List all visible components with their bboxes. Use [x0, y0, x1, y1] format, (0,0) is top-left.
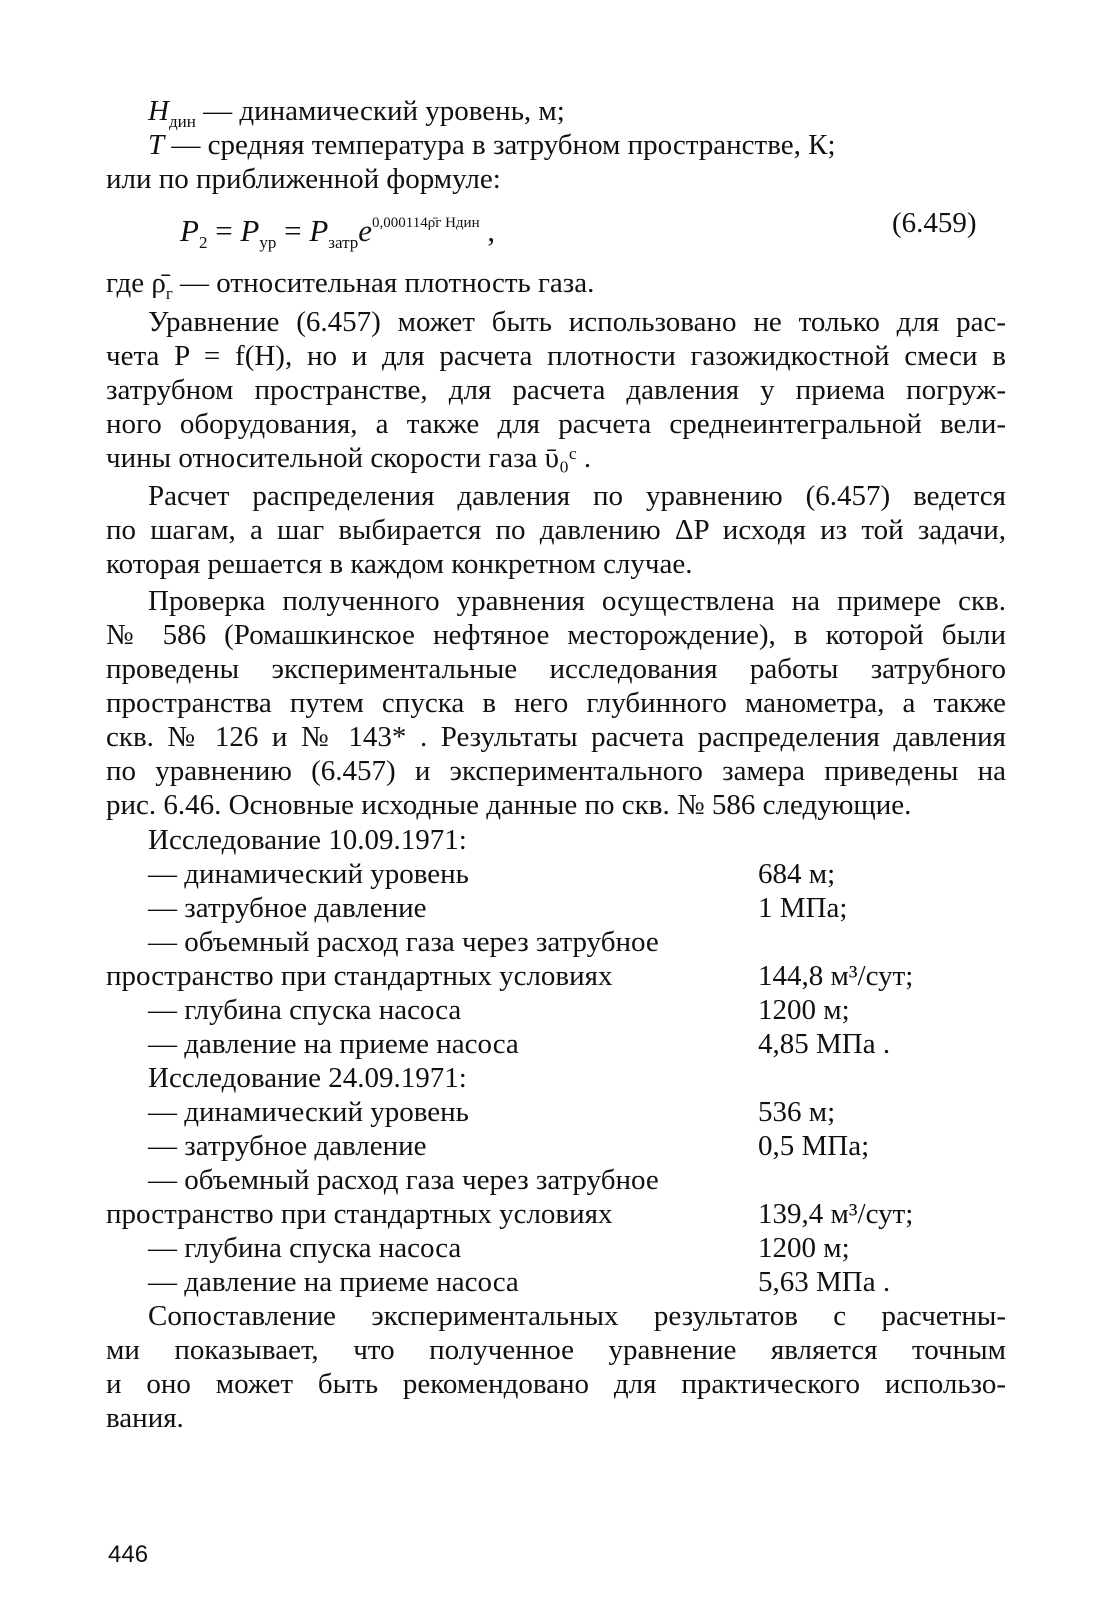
para1-line: Уравнение (6.457) может быть использовано не только для рас- — [148, 306, 1006, 338]
definition-h-text: — динамический уровень, м; — [195, 95, 565, 127]
definition-t — [148, 128, 1048, 162]
para4-line: и оно может быть рекомендовано для практического использо- — [106, 1368, 1006, 1400]
study2-label: — динамический уровень — [148, 1096, 469, 1128]
para2-line: Расчет распределения давления по уравнению (6.457) ведется — [148, 480, 1006, 512]
formula-6-459 — [180, 204, 495, 262]
study2-label: пространство при стандартных условиях — [106, 1198, 613, 1230]
formula-intro: или по приближенной формуле: — [106, 163, 501, 195]
formula-p2: P — [180, 213, 199, 248]
para1-line: чины относительной скорости газа ῡ₀ᶜ . — [106, 442, 592, 474]
definition-t-text: — средняя температура в затрубном пространстве, К; — [164, 129, 836, 161]
formula-pz: P — [309, 213, 329, 248]
para3-line: проведены экспериментальные исследования работы затрубного — [106, 653, 1006, 685]
para3-line: по уравнению (6.457) и экспериментального замера приведены на — [106, 755, 1006, 787]
study1-label: пространство при стандартных условиях — [106, 960, 613, 992]
study2-label: — затрубное давление — [148, 1130, 427, 1162]
where-rho: ρ̄ — [151, 267, 166, 299]
para4-line: Сопоставление экспериментальных результатов с расчетны- — [148, 1300, 1006, 1332]
study1-value: 684 м; — [758, 858, 836, 890]
formula-eq-2: = — [276, 213, 310, 248]
para4-line: ми показывает, что полученное уравнение является точным — [106, 1334, 1006, 1366]
symbol-h: H — [148, 95, 169, 127]
para4-line: вания. — [106, 1402, 184, 1434]
para1-line: чета P = f(H), но и для расчета плотности газожидкостной смеси в — [106, 340, 1006, 372]
formula-pur-sub: ур — [259, 233, 277, 252]
formula-exp-base: e — [358, 213, 373, 248]
study2-value: 536 м; — [758, 1096, 836, 1128]
study1-label: — динамический уровень — [148, 858, 469, 890]
study2-label: — объемный расход газа через затрубное — [148, 1164, 659, 1196]
study1-label: — объемный расход газа через затрубное — [148, 926, 659, 958]
study2-title: Исследование 24.09.1971: — [148, 1062, 467, 1094]
para3-line: Проверка полученного уравнения осуществлена на примере скв. — [148, 585, 1006, 617]
study1-value: 144,8 м³/сут; — [758, 960, 914, 992]
study2-value: 5,63 МПа . — [758, 1266, 891, 1298]
where-start: где — [106, 267, 152, 299]
formula-eq-1: = — [207, 213, 241, 248]
study2-label: — давление на приеме насоса — [148, 1266, 519, 1298]
study1-label: — затрубное давление — [148, 892, 427, 924]
para2-line: которая решается в каждом конкретном случае. — [106, 548, 693, 580]
formula-number: (6.459) — [892, 207, 977, 239]
para1-line: ного оборудования, а также для расчета среднеинтегральной вели- — [106, 408, 1006, 440]
formula-pz-sub: затр — [328, 233, 359, 252]
symbol-t: T — [148, 129, 165, 161]
formula-p2-sub: 2 — [198, 233, 208, 252]
para3-line: рис. 6.46. Основные исходные данные по скв. № 586 следующие. — [106, 789, 912, 821]
study1-label: — глубина спуска насоса — [148, 994, 462, 1026]
formula-comma: , — [479, 213, 496, 248]
para2-line: по шагам, а шаг выбирается по давлению ΔP исходя из той задачи, — [106, 514, 1006, 546]
page-number: 446 — [108, 1541, 149, 1568]
formula-pur: P — [240, 213, 260, 248]
where-rho-sub: г — [165, 284, 173, 303]
formula-exponent: 0,000114ρ̄г Hдин — [372, 215, 480, 231]
para3-line: скв. № 126 и № 143* . Результаты расчета распределения давления — [106, 721, 1006, 753]
study1-label: — давление на приеме насоса — [148, 1028, 519, 1060]
para1-line: затрубном пространстве, для расчета давления у приема погруж- — [106, 374, 1006, 406]
study2-value: 0,5 МПа; — [758, 1130, 870, 1162]
study1-title: Исследование 10.09.1971: — [148, 824, 467, 856]
symbol-h-subscript: дин — [168, 112, 196, 131]
study2-value: 1200 м; — [758, 1232, 850, 1264]
where-rest: — относительная плотность газа. — [172, 267, 595, 299]
study2-value: 139,4 м³/сут; — [758, 1198, 914, 1230]
study1-value: 4,85 МПа . — [758, 1028, 891, 1060]
para3-line: № 586 (Ромашкинское нефтяное месторождение), в которой были — [106, 619, 1006, 651]
para3-line: пространства путем спуска в него глубинного манометра, а также — [106, 687, 1006, 719]
study2-label: — глубина спуска насоса — [148, 1232, 462, 1264]
study1-value: 1 МПа; — [758, 892, 848, 924]
study1-value: 1200 м; — [758, 994, 850, 1026]
